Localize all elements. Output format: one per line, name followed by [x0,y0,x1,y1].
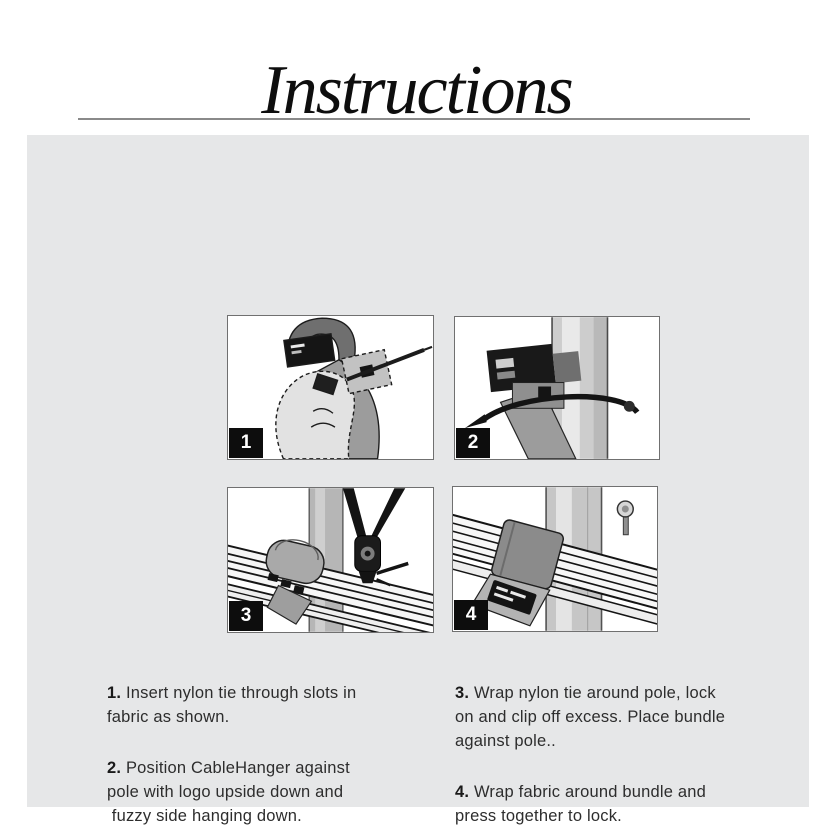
step-number-4: 4. [455,783,470,801]
step-line: on and clip off excess. Place bundle [455,708,726,726]
step-text-1 [107,681,457,729]
step-line: pole with logo upside down and [107,783,344,801]
step-line: fabric as shown. [107,708,230,726]
step-line: against pole.. [455,732,556,750]
step-badge-1: 1 [229,428,263,458]
page-title: Instructions [261,52,572,129]
step-line: fuzzy side hanging down. [107,807,302,825]
figure-step-2 [454,316,660,460]
step-text-2 [107,756,457,828]
step-number-1: 1. [107,684,122,702]
step-badge-3: 3 [229,601,263,631]
instructions-column-left [107,681,457,828]
step-badge-2: 2 [456,428,490,458]
step-line: Wrap nylon tie around pole, lock [469,684,716,702]
step-line: press together to lock. [455,807,622,825]
step-text-4 [455,780,785,828]
figure-step-3 [227,487,434,633]
step-line: Position CableHanger against [121,759,350,777]
figure-step-1 [227,315,434,460]
content-panel [27,135,809,825]
figure-step-4 [452,486,658,632]
step-line: Wrap fabric around bundle and [469,783,707,801]
step-badge-4: 4 [454,600,488,630]
step-number-2: 2. [107,759,122,777]
step-line: Insert nylon tie through slots in [121,684,357,702]
step-number-3: 3. [455,684,470,702]
instructions-column-right [455,681,785,828]
step-text-3 [455,681,785,753]
